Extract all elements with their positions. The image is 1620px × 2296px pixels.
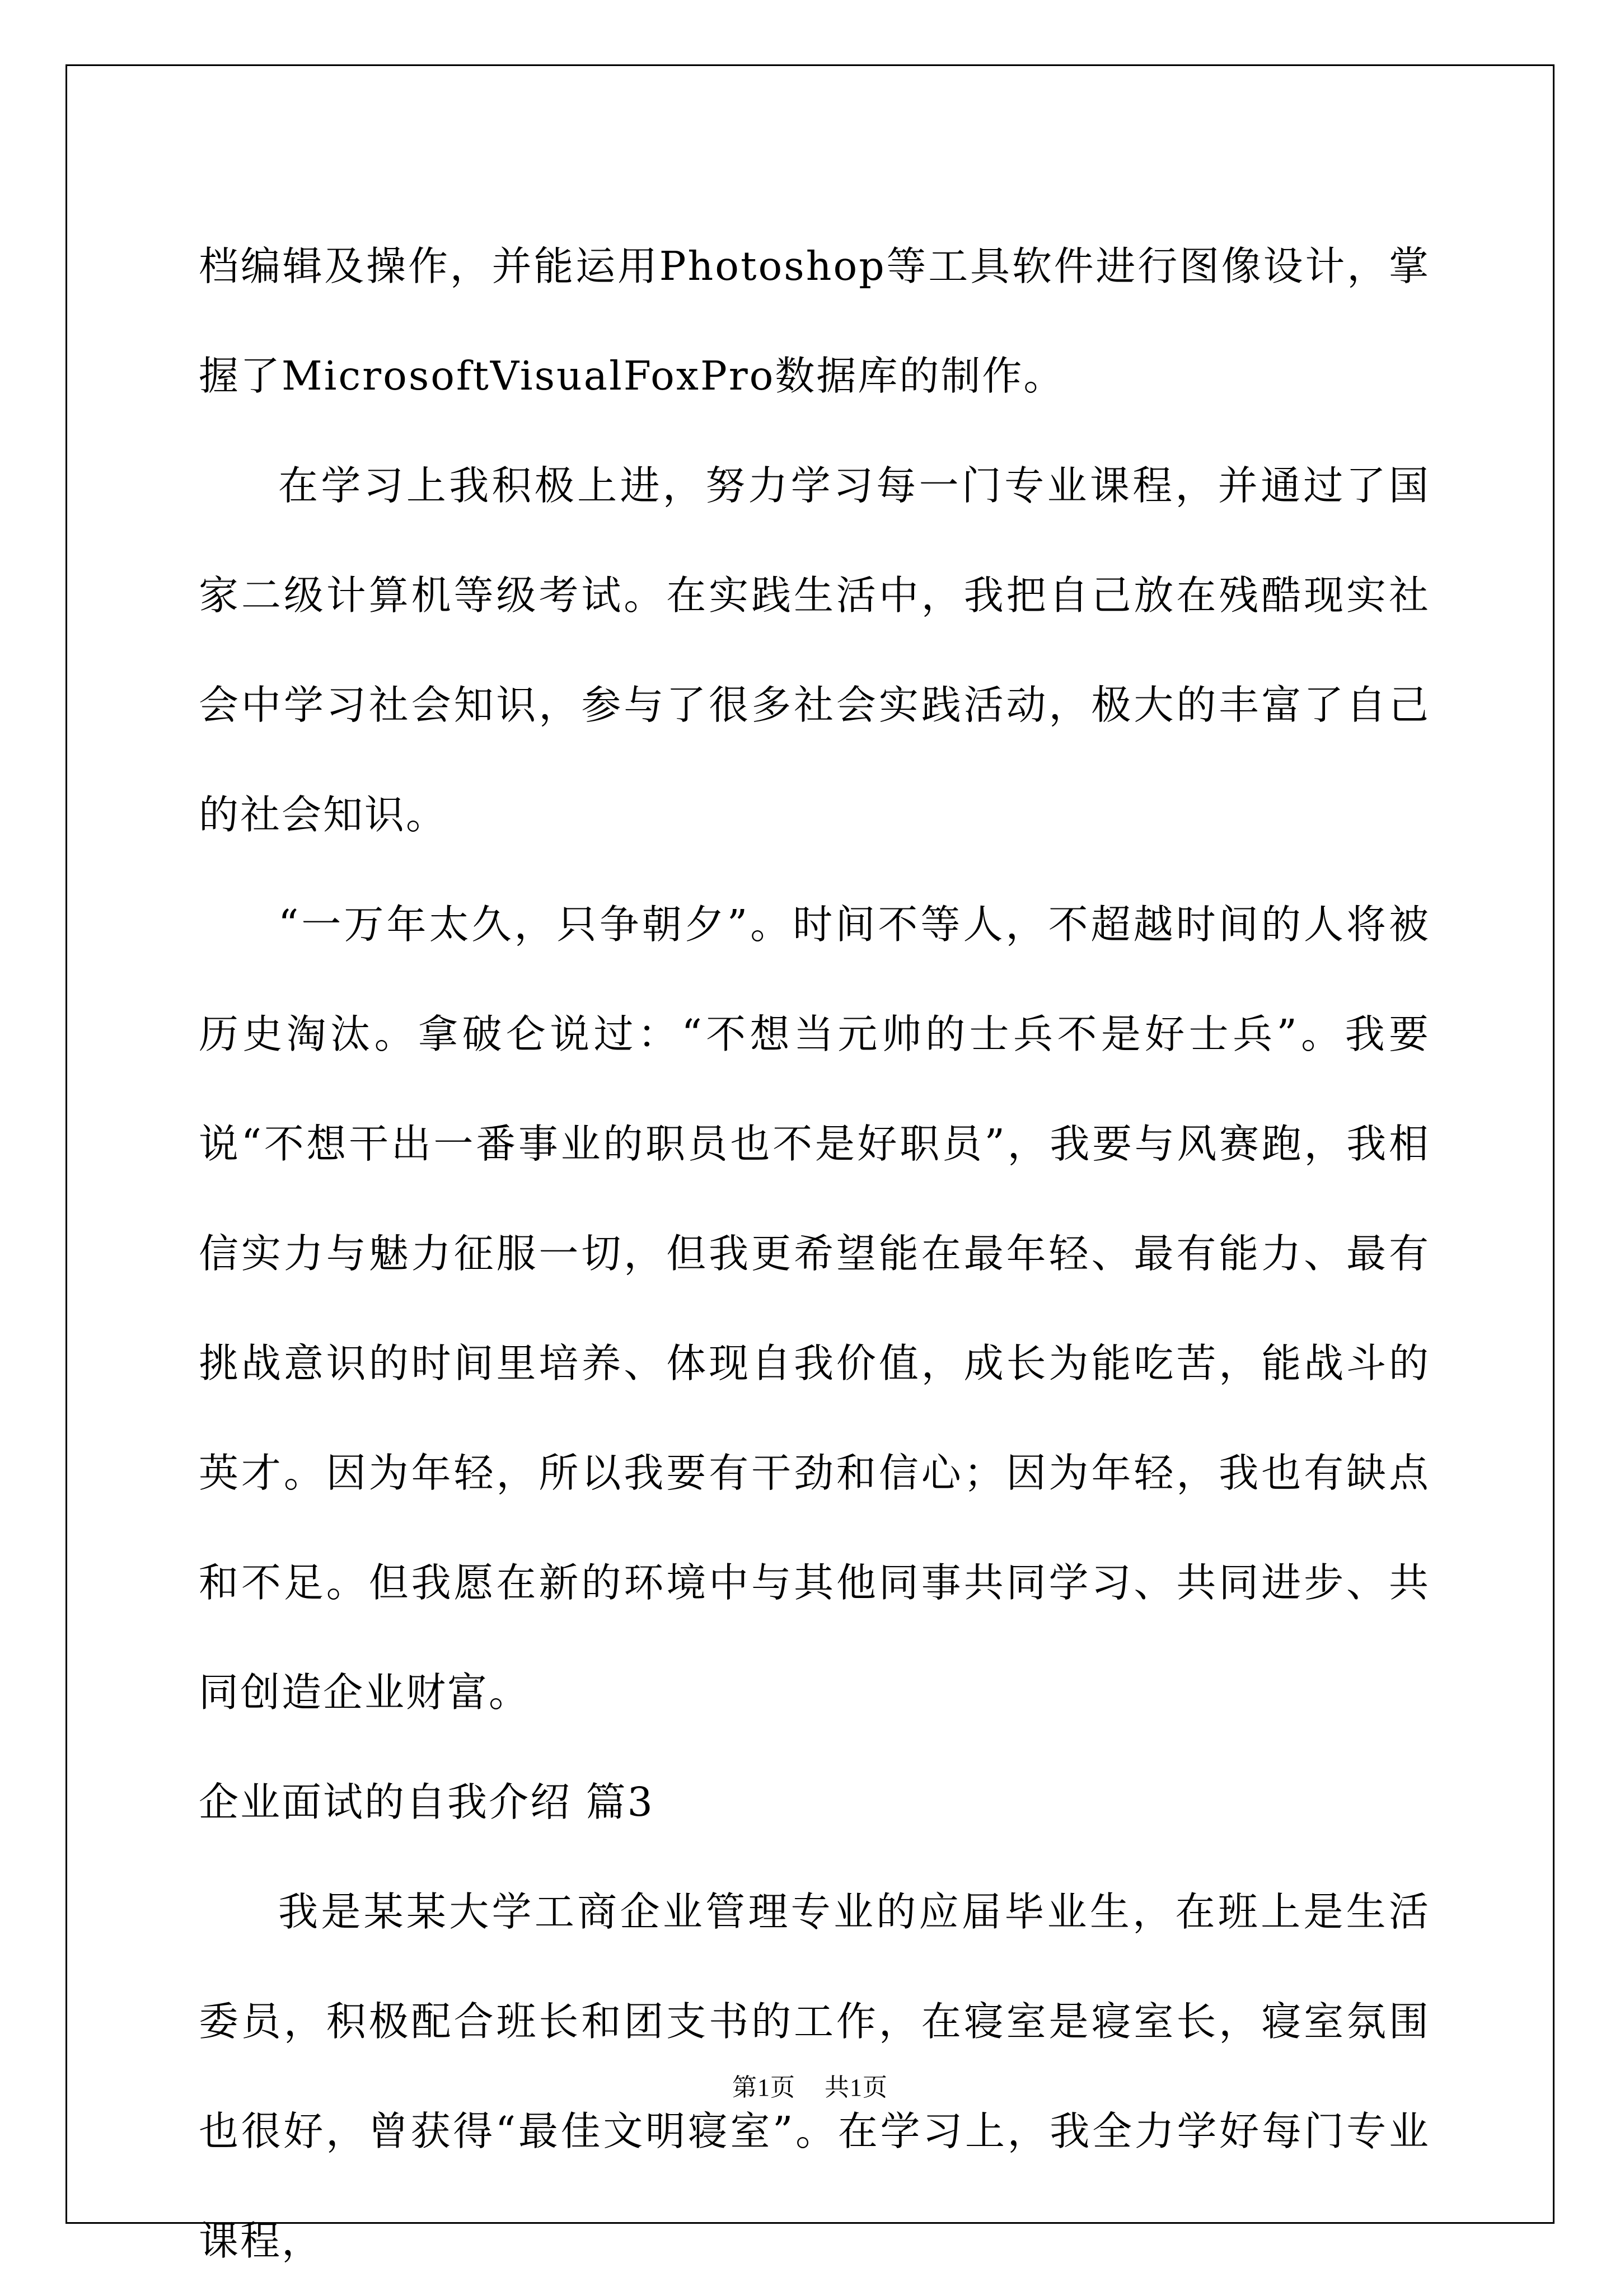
page-number: 第1页	[732, 2074, 795, 2101]
document-body	[199, 212, 1430, 2296]
paragraph-ambition: “一万年太久，只争朝夕”。时间不等人，不超越时间的人将被历史淘汰。拿破仑说过：“不想当元帅的士兵不是好士兵”。我要说“不想干出一番事业的职员也不是好职员”，我要与风赛跑，我相信实力与魅力征服一切，但我更希望能在最年轻、最有能力、最有挑战意识的时间里培养、体现自我价值，成长为能吃苦，能战斗的英才。因为年轻，所以我要有干劲和信心；因为年轻，我也有缺点和不足。但我愿在新的环境中与其他同事共同学习、共同进步、共同创造企业财富。	[199, 901, 1430, 1716]
paragraph-study: 在学习上我积极上进，努力学习每一门专业课程，并通过了国家二级计算机等级考试。在实践生活中，我把自己放在残酷现实社会中学习社会知识，参与了很多社会实践活动，极大的丰富了自己的社会知识。	[199, 462, 1430, 838]
page-footer	[0, 2071, 1620, 2105]
paragraph-intro: 我是某某大学工商企业管理专业的应届毕业生，在班上是生活委员，积极配合班长和团支书的工作，在寝室是寝室长，寝室氛围也很好，曾获得“最佳文明寝室”。在学习上，我全力学好每门专业课程，	[199, 1889, 1430, 2264]
paragraph-continuation: 档编辑及操作，并能运用Photoshop等工具软件进行图像设计，掌握了MicrosoftVisualFoxPro数据库的制作。	[199, 243, 1430, 399]
page-total: 共1页	[825, 2074, 888, 2101]
section-heading: 企业面试的自我介绍 篇3	[199, 1779, 654, 1825]
